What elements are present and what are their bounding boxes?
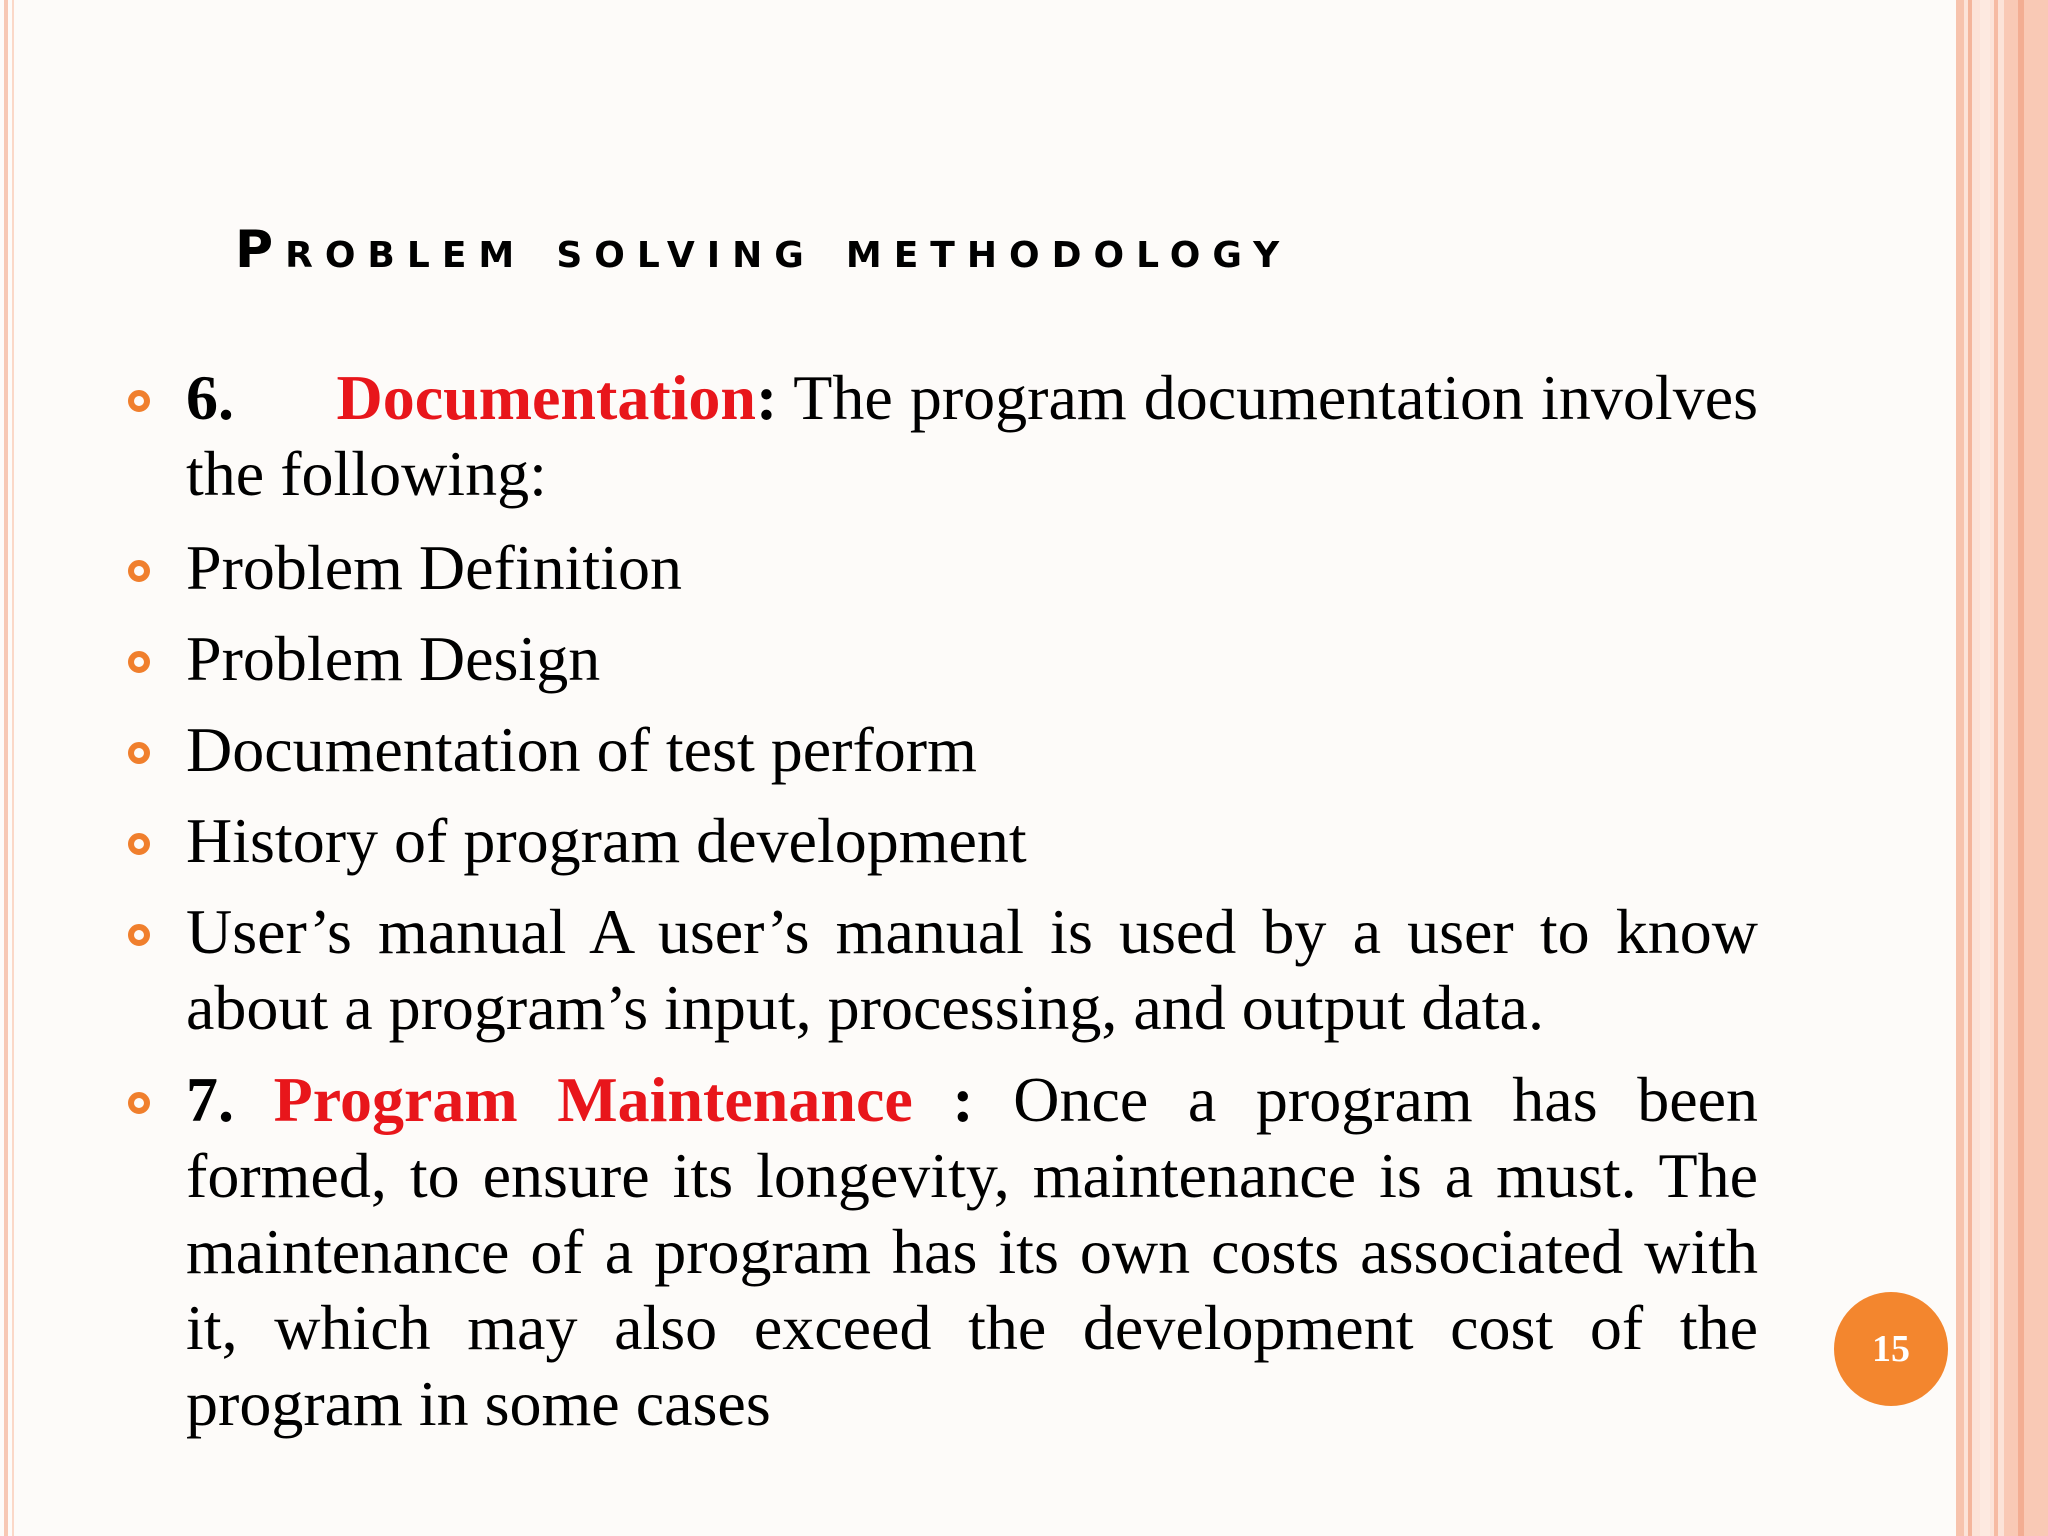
keyword-colon: :: [912, 1064, 974, 1135]
page-number-badge: 15: [1834, 1292, 1948, 1406]
ring-bullet-icon: [128, 1092, 150, 1114]
right-band-stripe: [1994, 0, 1998, 1536]
right-band-stripe: [1980, 0, 1990, 1536]
right-decorative-band: [1956, 0, 2048, 1536]
bullet-text: Documentation of test perform: [186, 714, 977, 785]
right-band-stripe: [2004, 0, 2048, 1536]
bullet-text: User’s manual A user’s manual is used by a user to know about a program’s input, processing, and output data.: [186, 896, 1758, 1043]
ring-bullet-icon: [128, 390, 150, 412]
item-number: 7.: [186, 1064, 234, 1135]
bullet-text: Problem Definition: [186, 532, 682, 603]
keyword-program-maintenance: Program Maintenance: [273, 1064, 913, 1135]
right-band-stripe: [1968, 0, 1972, 1536]
slide-title: Problem solving methodology: [235, 220, 1292, 280]
ring-bullet-icon: [128, 651, 150, 673]
ring-bullet-icon: [128, 924, 150, 946]
keyword-documentation: Documentation: [336, 362, 756, 433]
ring-bullet-icon: [128, 742, 150, 764]
bullet-text: [186, 360, 1758, 512]
right-band-stripe: [1956, 0, 1964, 1536]
ring-bullet-icon: [128, 560, 150, 582]
bullet-text: Problem Design: [186, 623, 601, 694]
bullet-text: [186, 1062, 1758, 1442]
left-border-stripe: [12, 0, 14, 1536]
right-band-stripe: [2018, 0, 2024, 1536]
item-number: 6.: [186, 362, 234, 433]
left-decorative-border: [0, 0, 22, 1536]
left-border-stripe: [4, 0, 8, 1536]
bullet-body: The program documentation involves the following:: [186, 362, 1758, 509]
bullet-body: Once a program has been formed, to ensure its longevity, maintenance is a must. The maintenance of a program has its own costs associated with it, which may also exceed the development cost of the program in some cases: [186, 1064, 1758, 1439]
ring-bullet-icon: [128, 833, 150, 855]
keyword-colon: :: [756, 362, 778, 433]
bullet-text: History of program development: [186, 805, 1027, 876]
